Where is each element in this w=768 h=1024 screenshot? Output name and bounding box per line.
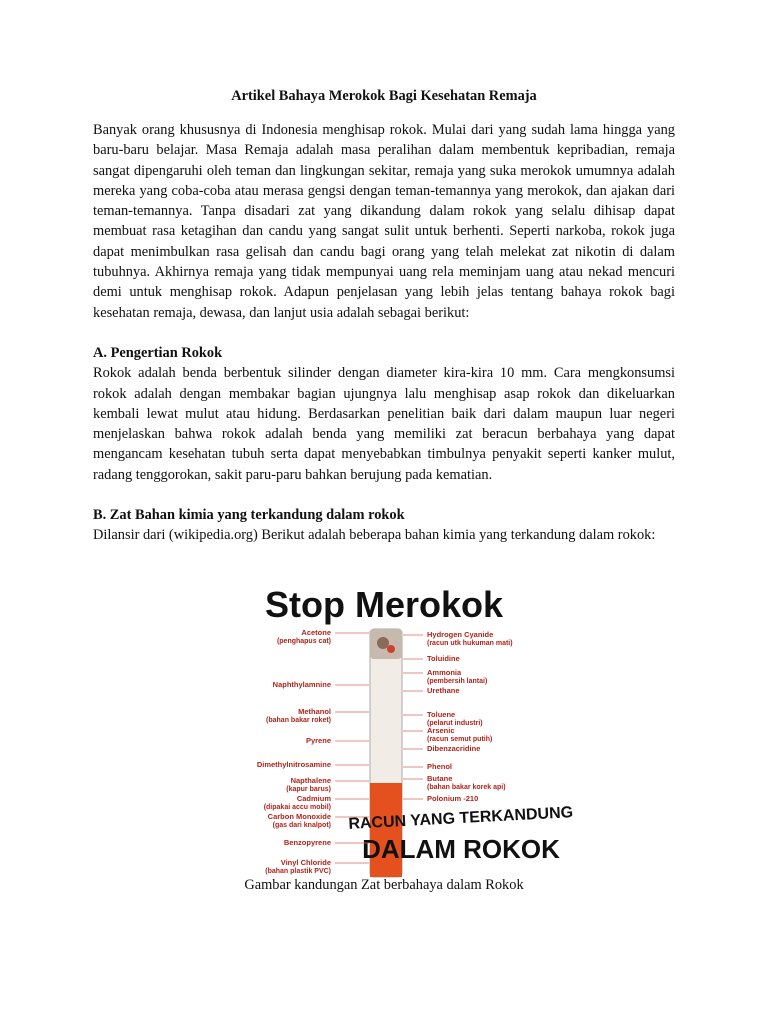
left-chemical-note: (dipakai accu mobil) xyxy=(263,804,331,811)
article-title: Artikel Bahaya Merokok Bagi Kesehatan Remaja xyxy=(231,88,537,104)
left-chemical-label: Carbon Monoxide xyxy=(267,812,331,821)
stop-merokok-figure xyxy=(233,583,574,880)
left-chemical-note: (kapur barus) xyxy=(286,786,331,793)
right-chemical-label: Butane xyxy=(427,774,453,783)
left-chemical-label: Vinyl Chloride xyxy=(280,858,331,867)
right-chemical-label: Dibenzacridine xyxy=(427,744,481,753)
right-chemical-label: Urethane xyxy=(427,686,460,695)
left-chemical-label: Napthalene xyxy=(290,776,331,785)
right-chemical-note: (bahan bakar korek api) xyxy=(427,784,506,791)
left-chemical-label: Cadmium xyxy=(296,794,331,803)
right-chemical-label: Toluidine xyxy=(427,654,460,663)
left-chemical-note: (gas dari knalpot) xyxy=(272,822,331,829)
left-chemical-label: Benzopyrene xyxy=(283,838,331,847)
section-a-paragraph: Rokok adalah benda berbentuk silinder dengan diameter kira-kira 10 mm. Cara mengkonsumsi rokok adalah dengan membakar bagian ujungnya lalu menghisap asap rokok dan dikeluarkan kembali lewat mulut atau hidung. Berdasarkan penelitian baik dari dalam maupun luar negeri menjelaskan bahwa rokok adalah benda yang memiliki zat beracun berbahaya yang dapat mengancam kesehatan tubuh serta dapat menyebabkan timbulnya penyakit seperti kanker mulut, radang tenggorokan, sakit paru-paru bahkan berujung pada kematian. xyxy=(93,365,675,483)
intro-paragraph: Banyak orang khususnya di Indonesia menghisap rokok. Mulai dari yang sudah lama hingga yang baru-baru belajar. Masa Remaja adalah masa peralihan dalam membentuk kepribadian, remaja sangat dipengaruhi oleh teman dan lingkungan sekitar, remaja yang suka merokok umumnya adalah mereka yang coba-coba atau merasa gengsi dengan teman-temannya yang merokok, dan ajakan dari teman-temannya. Tanpa disadari zat yang dikandung dalam rokok yang selalu dihisap dapat membuat rasa ketagihan dan candu yang sangat sulit untuk berhenti. Seperti narkoba, rokok juga dapat menimbulkan rasa gelisah dan candu bagi orang yang telah melekat zat nikotin di dalam tubuhnya. Akhirnya remaja yang tidak mempunyai uang rela meminjam uang atau nekad mencuri demi untuk menghisap rokok. Adapun penjelasan yang lebih jelas tentang bahaya rokok bagi kesehatan remaja, dewasa, dan lanjut usia adalah sebagai berikut: xyxy=(93,122,675,321)
left-chemical-label: Naphthylamnine xyxy=(272,680,331,689)
left-chemical-label: Dimethylnitrosamine xyxy=(256,760,331,769)
section-b-paragraph: Dilansir dari (wikipedia.org) Berikut adalah beberapa bahan kimia yang terkandung dalam rokok: xyxy=(93,527,656,544)
section-a-heading: A. Pengertian Rokok xyxy=(93,344,223,361)
right-chemical-note: (racun utk hukuman mati) xyxy=(427,640,513,647)
ember-icon xyxy=(387,645,395,653)
right-chemical-label: Phenol xyxy=(427,762,453,771)
section-b-heading: B. Zat Bahan kimia yang terkandung dalam rokok xyxy=(93,507,405,524)
right-chemical-note: (pembersih lantai) xyxy=(427,678,488,685)
cigarette-chemicals-illustration xyxy=(233,583,574,880)
left-chemical-label: Methanol xyxy=(298,707,331,716)
document-page xyxy=(93,86,675,546)
figure-headline: Stop Merokok xyxy=(264,584,504,625)
left-chemical-label: Acetone xyxy=(301,628,331,637)
right-chemical-label: Hydrogen Cyanide xyxy=(427,630,494,639)
left-chemical-note: (penghapus cat) xyxy=(276,638,331,645)
left-chemical-note: (bahan bakar roket) xyxy=(266,717,331,724)
right-chemical-label: Ammonia xyxy=(427,668,462,677)
figure-slogan-line2: DALAM ROKOK xyxy=(362,834,560,864)
right-chemical-note: (racun semut putih) xyxy=(427,736,493,743)
right-chemical-note: (pelarut industri) xyxy=(427,720,483,727)
figure-caption: Gambar kandungan Zat berbahaya dalam Rokok xyxy=(244,877,524,893)
figure-slogan-line1: RACUN YANG TERKANDUNG xyxy=(348,804,574,833)
right-chemical-label: Polonium -210 xyxy=(427,794,479,803)
left-chemical-note: (bahan plastik PVC) xyxy=(265,868,331,875)
ash-icon xyxy=(377,637,389,649)
right-chemical-label: Arsenic xyxy=(427,726,455,735)
left-chemical-label: Pyrene xyxy=(305,736,331,745)
right-chemical-label: Toluene xyxy=(427,710,456,719)
